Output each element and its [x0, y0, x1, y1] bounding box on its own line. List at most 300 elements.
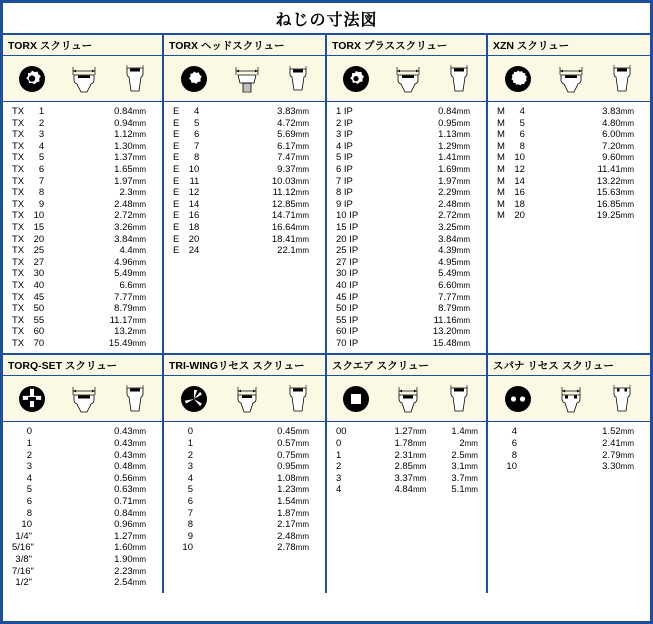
table-row: [327, 315, 486, 327]
row-size: [3, 176, 76, 188]
table-row: [3, 303, 162, 315]
row-size-label: 30 IP: [336, 268, 359, 280]
row-size-number: 6: [26, 496, 32, 508]
row-unit: mm: [295, 520, 309, 530]
table-row: [3, 187, 162, 199]
table-row: [327, 187, 486, 199]
section-title: XZN スクリュー: [488, 35, 650, 56]
row-size-number: 4: [519, 106, 525, 117]
row-size: [327, 315, 400, 327]
row-size: [164, 164, 238, 176]
row-size: [164, 234, 238, 246]
row-unit: mm: [132, 141, 146, 151]
table-row: [164, 426, 325, 438]
row-size: [164, 118, 238, 130]
row-size: [164, 187, 238, 199]
row-dimension: 1.52mm: [602, 426, 634, 438]
row-size-number: [358, 222, 378, 234]
row-dimension: 16.85mm: [596, 198, 634, 210]
row-size-label: 5 IP: [336, 152, 353, 164]
row-unit: mm: [295, 141, 309, 151]
row-size-label: TX: [12, 279, 25, 291]
row-size-number: 3/8": [15, 554, 32, 565]
row-dimension: 2.78mm: [277, 542, 309, 554]
row-unit: mm: [412, 485, 427, 495]
table-row: [327, 292, 486, 304]
table-row: [327, 199, 486, 211]
row-size-label: E: [173, 245, 180, 257]
row-dimension: 18.41mm: [271, 233, 309, 245]
table-row: [3, 210, 162, 222]
row-dimension: 22.1mm: [277, 245, 309, 257]
row-unit: mm: [295, 153, 309, 163]
row-size: [488, 438, 563, 450]
row-dimension: 0.63mm: [114, 484, 146, 496]
row-size: [327, 187, 400, 199]
row-unit: mm: [456, 176, 470, 186]
table-row: [327, 473, 486, 485]
row-unit: mm: [620, 164, 634, 174]
row-unit: mm: [132, 450, 146, 460]
table-row: [488, 106, 650, 118]
row-dimension: 1.08mm: [277, 472, 309, 484]
section-spanner-screw: [488, 355, 650, 592]
row-size-number: [358, 326, 378, 338]
row-size-number: [353, 152, 373, 164]
row-size-number: 5: [187, 484, 193, 496]
row-size-number: 10: [506, 461, 517, 473]
row-unit: mm: [132, 257, 146, 267]
table-row: [327, 484, 486, 496]
table-row: [327, 257, 486, 269]
row-size-number: [353, 199, 373, 211]
row-size: [3, 129, 76, 141]
row-size-number: 11: [189, 175, 200, 187]
row-dimension: 0.95mm: [438, 117, 470, 129]
row-unit: mm: [412, 427, 427, 437]
row-size: [327, 303, 400, 315]
row-size-number: 27: [33, 256, 45, 268]
section-title: スパナ リセス スクリュー: [488, 355, 650, 376]
table-row: [3, 118, 162, 130]
row-dimension: 1.27mm: [114, 530, 146, 542]
row-unit: mm: [295, 164, 309, 174]
row-size-number: [358, 268, 378, 280]
section-torx-head-screw: [164, 35, 327, 353]
row-dimension-secondary: 2mm: [459, 438, 478, 450]
table-row: [488, 461, 650, 473]
row-size: [164, 106, 238, 118]
row-size-number: 3: [26, 461, 32, 473]
row-size-label: 40 IP: [336, 279, 359, 291]
row-unit: mm: [295, 485, 309, 495]
section-rows: [488, 422, 650, 592]
row-size-label: M: [497, 198, 505, 210]
row-unit: mm: [132, 555, 146, 564]
table-row: [164, 484, 325, 496]
row-size-number: 5: [519, 117, 525, 129]
table-row: [3, 496, 162, 508]
row-unit: mm: [132, 176, 146, 186]
row-dimension: 13.20mm: [432, 326, 470, 338]
row-size-number: 10: [21, 519, 32, 531]
row-size-number: [353, 176, 373, 188]
row-size: [164, 438, 238, 450]
section-title: TRI-WINGリセス スクリュー: [164, 355, 325, 376]
row-size-label: TX: [12, 245, 25, 257]
row-size-number: 20: [514, 210, 525, 222]
row-size-number: 5: [194, 117, 200, 129]
row-size: [3, 566, 76, 578]
square-head-icon: [341, 384, 371, 414]
row-size: [3, 496, 76, 508]
row-size-label: TX: [12, 256, 25, 268]
section-rows: [164, 102, 325, 353]
row-unit-secondary: mm: [464, 450, 478, 460]
row-dimension-secondary: 2.5mm: [451, 449, 478, 461]
spanner-profile-icon: [609, 382, 635, 416]
torx-head-side-icon: [230, 62, 264, 96]
section-icons: [488, 56, 650, 102]
row-size: [488, 450, 563, 462]
row-size-number: 60: [33, 326, 45, 338]
row-size: [3, 426, 76, 438]
row-size: [327, 152, 400, 164]
row-size: [164, 141, 238, 153]
row-size-number: 12: [188, 187, 200, 199]
row-dimension: 4.96mm: [114, 256, 146, 268]
row-unit: mm: [132, 566, 146, 576]
table-row: [327, 438, 486, 450]
row-size-number: 9: [187, 530, 193, 542]
table-row: [327, 118, 486, 130]
section-torq-set-screw: [3, 355, 164, 592]
row-size-number: 4: [26, 472, 32, 484]
section-rows: [3, 422, 162, 592]
row-size: [164, 461, 238, 473]
row-size-number: 1: [336, 449, 342, 461]
table-row: [3, 577, 162, 589]
row-size-number: 4: [187, 472, 193, 484]
row-dimension: 14.71mm: [271, 210, 309, 222]
section-torx-screw: [3, 35, 164, 353]
row-size-number: [358, 234, 378, 246]
row-dimension: 2.23mm: [114, 565, 146, 577]
row-dimension: 2.3mm: [119, 187, 146, 199]
row-unit: mm: [620, 450, 634, 460]
row-dimension: 11.17mm: [109, 314, 146, 326]
row-size: [3, 187, 76, 199]
row-size-label: 4 IP: [336, 140, 353, 152]
row-dimension: 1.97mm: [114, 175, 146, 187]
row-unit-secondary: mm: [464, 439, 478, 449]
row-size: [327, 176, 400, 188]
table-row: [3, 222, 162, 234]
row-dimension: 3.83mm: [277, 106, 309, 117]
row-dimension: 0.43mm: [114, 426, 146, 438]
chart-band-top: [3, 35, 650, 355]
row-size-label: E: [173, 129, 180, 141]
torx-head-profile-icon: [285, 62, 311, 96]
row-size: [164, 210, 238, 222]
row-size: [164, 222, 238, 234]
row-size-label: M: [497, 129, 505, 141]
section-icons: [3, 56, 162, 102]
row-unit: mm: [295, 222, 309, 232]
table-row: [164, 210, 325, 222]
row-unit-secondary: mm: [464, 473, 478, 483]
table-row: [488, 152, 650, 164]
table-row: [164, 450, 325, 462]
row-dimension: 1.60mm: [114, 542, 146, 554]
row-dimension: 0.84mm: [438, 106, 470, 117]
section-title: スクエア スクリュー: [327, 355, 486, 376]
table-row: [488, 438, 650, 450]
row-size-number: 7: [38, 175, 45, 187]
row-size-number: [358, 303, 378, 315]
row-dimension: 6.6mm: [119, 279, 146, 291]
row-size: [3, 245, 76, 257]
row-size: [164, 426, 238, 438]
table-row: [164, 531, 325, 543]
row-size: [327, 450, 368, 462]
table-row: [164, 542, 325, 554]
table-row: [3, 531, 162, 543]
row-size-number: 14: [514, 175, 525, 187]
table-row: [164, 496, 325, 508]
table-row: [3, 292, 162, 304]
row-dimension-secondary: 5.1mm: [451, 484, 478, 496]
table-row: [3, 484, 162, 496]
row-size-number: 10: [182, 542, 193, 554]
row-dimension: 2.17mm: [277, 519, 309, 531]
section-icons: [327, 376, 486, 422]
row-size-label: 2 IP: [336, 117, 353, 129]
table-row: [3, 199, 162, 211]
table-row: [3, 245, 162, 257]
row-dimension: 4.72mm: [277, 117, 309, 129]
section-title: TORQ-SET スクリュー: [3, 355, 162, 376]
row-size: [164, 129, 238, 141]
row-unit: mm: [132, 246, 146, 256]
row-size: [327, 280, 400, 292]
row-size-number: 4: [38, 140, 45, 152]
row-size-label: TX: [12, 175, 25, 187]
row-unit: mm: [132, 427, 146, 437]
table-row: [3, 438, 162, 450]
row-size-number: 8: [519, 140, 525, 152]
row-size: [327, 222, 400, 234]
row-size-label: TX: [12, 187, 25, 199]
row-dimension: 4.80mm: [602, 117, 634, 129]
row-size: [164, 542, 238, 554]
row-dimension: 8.79mm: [438, 303, 470, 315]
row-size-label: TX: [12, 291, 25, 303]
row-size-number: 8: [187, 519, 193, 531]
row-unit: mm: [132, 222, 146, 232]
row-unit: mm: [132, 531, 146, 541]
row-dimension: 1.78mm: [394, 438, 427, 450]
row-unit: mm: [620, 153, 634, 163]
table-row: [164, 176, 325, 188]
row-unit: mm: [132, 130, 146, 140]
row-size-number: 18: [188, 221, 200, 233]
torx-plus-star-icon: [341, 64, 371, 94]
row-size-label: 25 IP: [336, 245, 359, 257]
table-row: [327, 176, 486, 188]
row-unit: mm: [456, 153, 470, 163]
row-size-number: [353, 141, 373, 153]
row-size-label: TX: [12, 198, 25, 210]
row-size: [3, 473, 76, 485]
row-unit: mm: [456, 257, 470, 267]
row-size-number: [353, 129, 373, 141]
row-size-number: 2: [38, 117, 45, 129]
row-dimension: 7.77mm: [114, 291, 146, 303]
row-size: [164, 531, 238, 543]
row-size-label: E: [173, 175, 180, 187]
table-row: [488, 141, 650, 153]
row-size: [164, 473, 238, 485]
row-unit: mm: [412, 450, 427, 460]
row-size-label: E: [173, 152, 180, 164]
row-size: [3, 152, 76, 164]
row-dimension: 7.47mm: [277, 152, 309, 164]
row-size-label: E: [173, 106, 180, 117]
table-row: [327, 280, 486, 292]
chart-grid: [3, 35, 650, 593]
torx-star-head-icon: [17, 64, 47, 94]
table-row: [3, 566, 162, 578]
section-icons: [327, 56, 486, 102]
row-size: [327, 292, 400, 304]
row-size-label: 55 IP: [336, 314, 359, 326]
row-dimension: 7.77mm: [438, 291, 470, 303]
torx-screw-side-icon: [67, 62, 101, 96]
table-row: [3, 234, 162, 246]
row-size-number: 1/2": [15, 577, 32, 589]
row-dimension: 13.22mm: [596, 175, 634, 187]
row-size-label: M: [497, 163, 505, 175]
row-unit: mm: [295, 130, 309, 140]
row-unit: mm: [132, 164, 146, 174]
row-dimension: 1.90mm: [114, 554, 146, 565]
row-size: [488, 152, 563, 164]
row-unit: mm: [456, 304, 470, 314]
row-dimension: 1.27mm: [394, 426, 427, 438]
table-row: [164, 187, 325, 199]
row-dimension: 4.4mm: [119, 245, 146, 257]
row-size-number: 10: [514, 152, 525, 164]
torq-set-profile-icon: [122, 382, 148, 416]
row-dimension: 5.49mm: [114, 268, 146, 280]
table-row: [488, 187, 650, 199]
table-row: [3, 268, 162, 280]
table-row: [488, 176, 650, 188]
row-unit: mm: [132, 439, 146, 449]
row-size: [164, 199, 238, 211]
xzn-spline-head-icon: [503, 64, 533, 94]
row-dimension: 3.25mm: [438, 221, 470, 233]
row-unit: mm: [620, 211, 634, 221]
section-icons: [488, 376, 650, 422]
row-size: [327, 484, 368, 496]
row-size-number: [358, 292, 378, 304]
row-unit: mm: [295, 508, 309, 518]
table-row: [164, 245, 325, 257]
row-unit: mm: [132, 211, 146, 221]
row-unit: mm: [412, 439, 427, 449]
row-dimension: 13.2mm: [114, 326, 146, 338]
table-row: [488, 450, 650, 462]
row-unit: mm: [295, 199, 309, 209]
row-dimension-secondary: 3.7mm: [451, 472, 478, 484]
row-size-number: [358, 338, 378, 350]
row-size-number: [353, 106, 373, 118]
table-row: [488, 210, 650, 222]
row-dimension: 1.30mm: [114, 140, 146, 152]
table-row: [327, 268, 486, 280]
row-size-number: 3: [187, 461, 193, 473]
table-row: [164, 106, 325, 118]
row-size-label: 3 IP: [336, 129, 353, 141]
row-unit: mm: [295, 176, 309, 186]
row-size: [488, 164, 563, 176]
row-size-label: TX: [12, 303, 25, 315]
row-unit: mm: [456, 164, 470, 174]
row-unit: mm: [456, 338, 470, 348]
row-dimension: 15.48mm: [432, 337, 470, 349]
row-dimension: 11.16mm: [433, 314, 470, 326]
row-size: [327, 199, 400, 211]
row-size: [488, 199, 563, 211]
row-size-number: [353, 187, 373, 199]
row-dimension: 1.87mm: [277, 507, 309, 519]
row-unit: mm: [456, 141, 470, 151]
row-size: [327, 106, 400, 118]
row-unit: mm: [132, 508, 146, 518]
row-size: [3, 222, 76, 234]
row-dimension: 9.37mm: [277, 163, 309, 175]
row-size-label: 20 IP: [336, 233, 359, 245]
tri-wing-head-icon: [179, 384, 209, 414]
row-size-number: 8: [38, 187, 45, 199]
table-row: [3, 473, 162, 485]
row-size-label: M: [497, 175, 505, 187]
row-size-number: 8: [26, 507, 32, 519]
row-size-label: E: [173, 221, 180, 233]
row-size-number: 9: [38, 198, 45, 210]
table-row: [3, 141, 162, 153]
spanner-side-icon: [554, 382, 588, 416]
row-size: [327, 338, 400, 350]
row-size: [327, 164, 400, 176]
row-dimension: 0.95mm: [277, 461, 309, 473]
row-unit: mm: [295, 118, 309, 128]
row-size-number: 00: [336, 426, 347, 438]
table-row: [488, 199, 650, 211]
row-size: [488, 461, 563, 473]
row-dimension: 3.83mm: [602, 106, 634, 117]
square-side-icon: [391, 382, 425, 416]
section-tri-wing-screw: [164, 355, 327, 592]
table-row: [3, 106, 162, 118]
row-size-label: TX: [12, 210, 25, 222]
row-size: [164, 450, 238, 462]
row-size-label: TX: [12, 314, 25, 326]
row-unit: mm: [132, 199, 146, 209]
row-size-number: 1/4": [15, 530, 32, 542]
